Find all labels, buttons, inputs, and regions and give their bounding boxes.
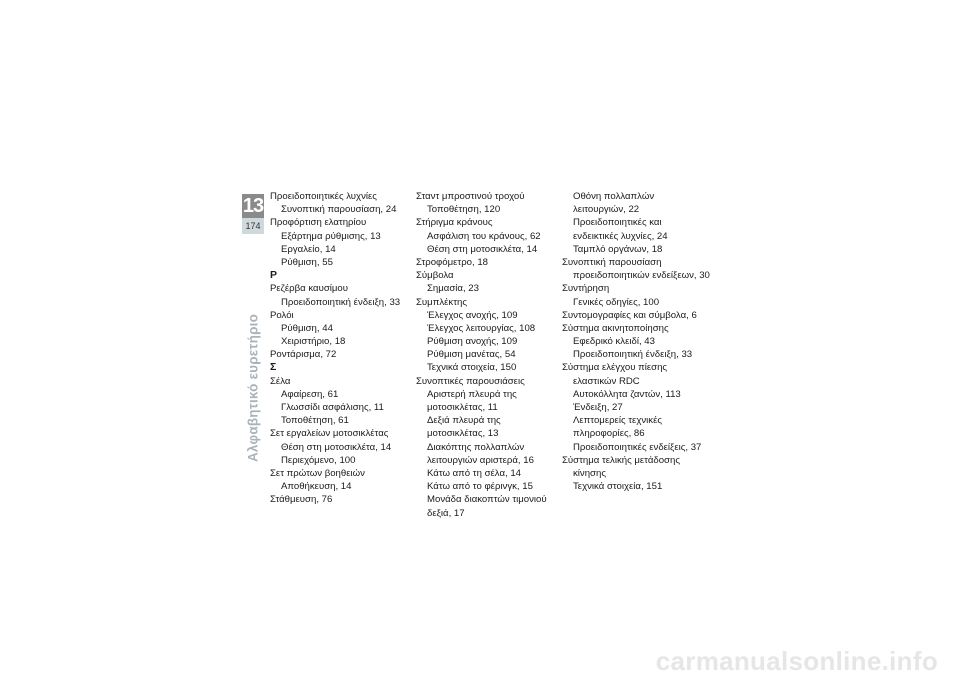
index-subentry: Τεχνικά στοιχεία, 150: [427, 362, 517, 374]
index-entry: Ροντάρισμα, 72: [270, 349, 337, 361]
index-subentry: Συνοπτική παρουσίαση, 24: [281, 204, 397, 216]
index-entry: Στήριγμα κράνους: [416, 217, 493, 229]
index-subentry: Λεπτομερείς τεχνικές: [573, 415, 662, 427]
index-subentry: Ασφάλιση του κράνους, 62: [427, 230, 541, 242]
chapter-number: 13: [242, 195, 264, 217]
index-subentry: πληροφορίες, 86: [573, 428, 645, 440]
index-letter-heading: Σ: [270, 361, 277, 374]
index-column-2: [416, 190, 566, 520]
index-subentry: Ταμπλό οργάνων, 18: [573, 243, 663, 255]
index-subentry: μοτοσικλέτας, 11: [427, 402, 498, 413]
index-subentry: Αποθήκευση, 14: [281, 481, 352, 493]
index-entry: Συνοπτική παρουσίαση: [562, 256, 662, 268]
index-subentry: Διακόπτης πολλαπλών: [427, 441, 525, 453]
index-subentry: Χειριστήριο, 18: [281, 336, 346, 348]
index-entry: Σέλα: [270, 375, 291, 387]
index-subentry: μοτοσικλέτας, 13: [427, 428, 499, 440]
index-subentry: λειτουργιών αριστερά, 16: [427, 454, 534, 466]
watermark: carmanualsonline.info: [655, 646, 938, 676]
index-subentry: Ρύθμιση μανέτας, 54: [427, 349, 516, 361]
index-entry: Σύστημα τελικής μετάδοσης: [562, 454, 680, 466]
index-entry: Σετ πρώτων βοηθειών: [270, 467, 365, 479]
index-subentry: Προειδοποιητικές και: [573, 217, 662, 229]
index-subentry: Σημασία, 23: [427, 283, 479, 295]
index-subentry: Αφαίρεση, 61: [281, 388, 339, 400]
index-subentry: Εφεδρικό κλειδί, 43: [573, 336, 655, 348]
index-subentry: Προειδοποιητική ένδειξη, 33: [281, 296, 401, 308]
index-subentry: Κάτω από τη σέλα, 14: [427, 467, 521, 479]
side-title: Αλφαβητικό ευρετήριο: [245, 313, 261, 463]
index-entry: Σύμβολα: [416, 270, 454, 282]
index-subentry: Ρύθμιση, 44: [281, 322, 333, 334]
index-entry: Συντήρηση: [562, 283, 610, 295]
index-subentry: Τεχνικά στοιχεία, 151: [573, 481, 663, 493]
index-subentry: Εργαλείο, 14: [281, 243, 336, 255]
index-subentry: Ένδειξη, 27: [573, 402, 623, 413]
index-entry: Προφόρτιση ελατηρίου: [270, 217, 367, 229]
index-subentry: Περιεχόμενο, 100: [281, 454, 356, 466]
index-subentry: Προειδοποιητικές ενδείξεις, 37: [573, 441, 702, 453]
index-subentry: Κάτω από το φέρινγκ, 15: [427, 481, 533, 493]
index-entry: Συντομογραφίες και σύμβολα, 6: [562, 309, 697, 321]
page-number: 174: [242, 218, 264, 234]
index-entry: Ρεζέρβα καυσίμου: [270, 283, 349, 295]
index-entry: Συνοπτικές παρουσιάσεις: [416, 375, 525, 387]
index-entry: Σύστημα ελέγχου πίεσης: [562, 362, 668, 374]
index-subentry: Τοποθέτηση, 61: [281, 415, 349, 427]
index-subentry: Έλεγχος λειτουργίας, 108: [427, 322, 536, 334]
index-column-1: [270, 190, 420, 507]
index-subentry: Εξάρτημα ρύθμισης, 13: [281, 230, 381, 242]
index-entry: Σταντ μπροστινού τροχού: [416, 191, 525, 202]
index-subentry: Αυτοκόλλητα ζαντών, 113: [573, 388, 681, 400]
index-entry: Σετ εργαλείων μοτοσικλέτας: [270, 428, 389, 440]
index-subentry: Ρύθμιση ανοχής, 109: [427, 336, 518, 348]
index-subentry: κίνησης: [573, 467, 606, 479]
index-subentry: Γλωσσίδι ασφάλισης, 11: [281, 402, 384, 413]
index-column-3: [562, 190, 712, 493]
index-entry: Στροφόμετρο, 18: [416, 256, 488, 268]
index-entry: Συμπλέκτης: [416, 296, 467, 308]
index-subentry: Οθόνη πολλαπλών: [573, 191, 655, 202]
index-subentry: Ρύθμιση, 55: [281, 256, 333, 268]
index-subentry: Προειδοποιητική ένδειξη, 33: [573, 349, 693, 361]
index-subentry: προειδοποιητικών ενδείξεων, 30: [573, 270, 710, 282]
index-subentry: Τοποθέτηση, 120: [427, 204, 501, 216]
index-subentry: Μονάδα διακοπτών τιμονιού: [427, 494, 547, 506]
index-subentry: Δεξιά πλευρά της: [427, 415, 501, 427]
index-entry: Προειδοποιητικές λυχνίες: [270, 191, 377, 202]
index-subentry: Γενικές οδηγίες, 100: [573, 296, 660, 308]
index-entry: Στάθμευση, 76: [270, 494, 333, 506]
chapter-tab: [242, 194, 264, 236]
index-subentry: Έλεγχος ανοχής, 109: [427, 309, 518, 321]
index-letter-heading: Ρ: [270, 269, 278, 282]
index-subentry: Αριστερή πλευρά της: [427, 388, 517, 400]
index-subentry: λειτουργιών, 22: [573, 204, 640, 216]
index-subentry: ενδεικτικές λυχνίες, 24: [573, 230, 668, 242]
index-subentry: δεξιά, 17: [427, 507, 465, 519]
index-entry: Ρολόι: [270, 309, 294, 321]
index-subentry: Θέση στη μοτοσικλέτα, 14: [427, 243, 538, 255]
index-subentry: ελαστικών RDC: [573, 375, 640, 387]
side-title-container: [243, 313, 263, 463]
index-entry: Σύστημα ακινητοποίησης: [562, 322, 669, 334]
index-subentry: Θέση στη μοτοσικλέτα, 14: [281, 441, 392, 453]
